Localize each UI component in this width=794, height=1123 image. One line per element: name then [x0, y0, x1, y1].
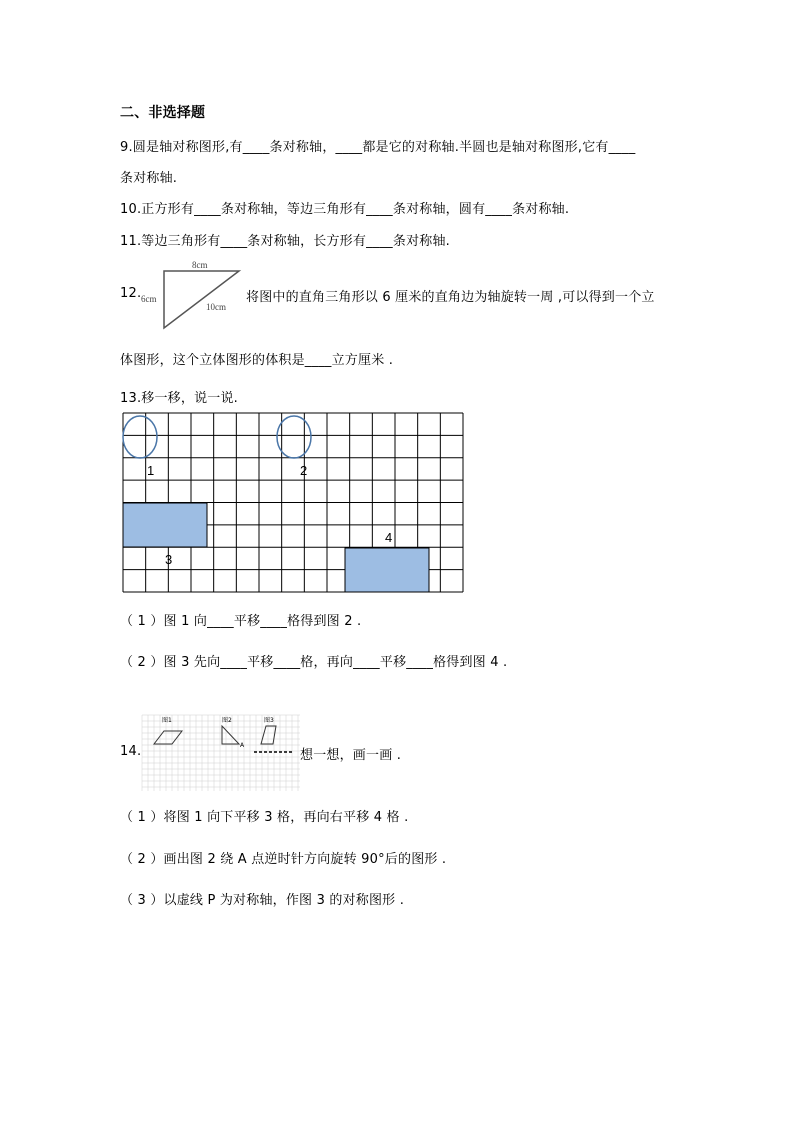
question-14-sub-2: （ 2 ）画出图 2 绕 A 点逆时针方向旋转 90°后的图形 . [120, 852, 447, 867]
question-10: 10.正方形有____条对称轴，等边三角形有____条对称轴，圆有____条对称轴. [120, 202, 570, 217]
question-13-title: 13.移一移，说一说. [120, 391, 239, 406]
translation-grid [120, 411, 465, 593]
label-3: 3 [165, 552, 173, 567]
section-heading: 二、非选择题 [120, 105, 206, 121]
label-4: 4 [385, 530, 393, 545]
label-1: 1 [147, 463, 155, 478]
question-14-number: 14. [120, 744, 142, 759]
shape-4-rectangle [345, 548, 429, 592]
question-12-number: 12. [120, 286, 142, 301]
transformation-grid-figure [140, 713, 302, 793]
question-14-sub-3: （ 3 ）以虚线 P 为对称轴，作图 3 的对称图形 . [120, 893, 405, 908]
question-14-sub-1: （ 1 ）将图 1 向下平移 3 格，再向右平移 4 格 . [120, 810, 409, 825]
shape-3-rectangle [123, 503, 207, 547]
question-14-text: 想一想，画一画 . [300, 748, 402, 763]
point-a-label: A [240, 742, 245, 749]
label-top: 8cm [192, 260, 208, 270]
label-left: 6cm [141, 294, 157, 304]
question-12-text-1: 将图中的直角三角形以 6 厘米的直角边为轴旋转一周 ,可以得到一个立 [246, 290, 655, 305]
question-11: 11.等边三角形有____条对称轴，长方形有____条对称轴. [120, 234, 451, 249]
label-hypotenuse: 10cm [206, 302, 226, 312]
question-13-sub-1: （ 1 ）图 1 向____平移____格得到图 2 . [120, 614, 362, 629]
fig-2-label: 图2 [222, 717, 232, 724]
shape-1-ellipse [123, 416, 157, 458]
fig-3-label: 图3 [264, 717, 274, 724]
question-12-text-2: 体图形，这个立体图形的体积是____立方厘米 . [120, 353, 394, 368]
triangle-shape-2 [222, 726, 239, 744]
right-triangle-figure [138, 258, 248, 336]
question-9-line-2: 条对称轴. [120, 171, 178, 186]
question-9-line-1: 9.圆是轴对称图形,有____条对称轴，____都是它的对称轴.半圆也是轴对称图形,它有____ [120, 140, 636, 155]
question-13-sub-2: （ 2 ）图 3 先向____平移____格，再向____平移____格得到图 4 . [120, 655, 508, 670]
label-2: 2 [300, 463, 308, 478]
triangle-shape [164, 271, 239, 328]
fig-1-label: 图1 [162, 717, 172, 724]
